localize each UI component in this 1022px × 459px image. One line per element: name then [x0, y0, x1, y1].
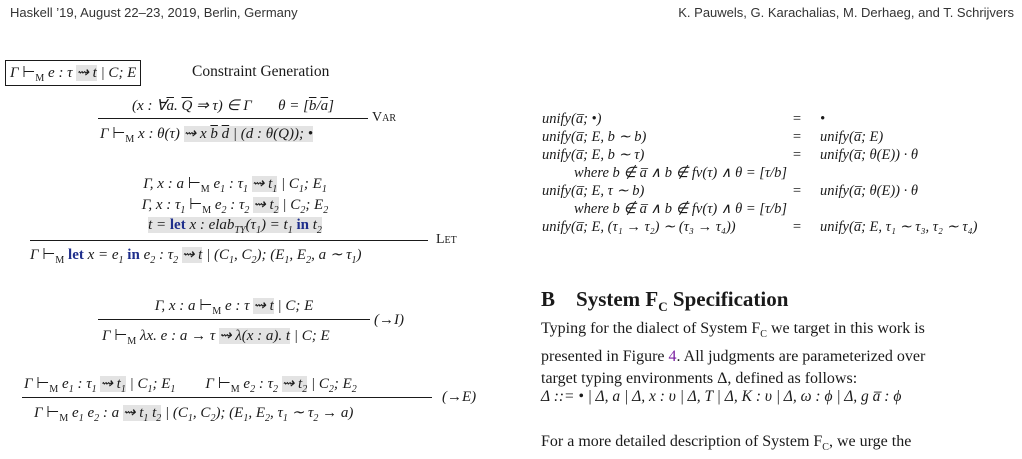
- unify-where: where b ∉ a̅ ∧ b ∉ fv(τ) ∧ θ = [τ/b]: [574, 200, 787, 217]
- paragraph-line: presented in Figure 4. All judgments are parameterized over: [541, 348, 926, 366]
- let-rule-premise-1: Γ, x : a $⊢_M$ $e_1$ : $\tau_1$ ⇝ $t_1$ | $C_1$; $E_1$: [143, 176, 327, 195]
- unify-lhs: unify(a̅; •): [542, 110, 602, 127]
- unify-row: [542, 128, 977, 146]
- let-rule-premise-3: t = let x : $elab_{TY}(\tau_1) = t_1$ in $t_2$: [148, 217, 322, 236]
- unify-lhs: unify(a̅; E, (τ₁ → τ₂) ∼ (τ₃ → τ₄)): [542, 218, 736, 235]
- section-label-constraint-generation: Constraint Generation: [192, 63, 330, 80]
- running-header-right: K. Pauwels, G. Karachalias, M. Derhaeg, and T. Schrijvers: [678, 5, 1014, 20]
- figure-link[interactable]: 4: [668, 348, 677, 366]
- paragraph-line: Typing for the dialect of System $F_C$ we target in this work is: [541, 320, 925, 341]
- unify-lhs: unify(a̅; E, b ∼ τ): [542, 146, 645, 163]
- unify-row: [542, 110, 977, 128]
- unify-rhs: •: [820, 110, 826, 127]
- unify-eq: =: [792, 110, 802, 127]
- section-b-paragraph: [541, 318, 1017, 390]
- unify-rhs: unify(a̅; θ(E)) · θ: [820, 182, 918, 199]
- section-title: System F: [576, 287, 659, 311]
- unify-row: [542, 182, 977, 200]
- abs-rule-premise: Γ, x : a $⊢_M$ e : τ ⇝ t | C; E: [154, 298, 314, 317]
- unify-eq: =: [792, 146, 802, 163]
- section-title-sub: C: [658, 299, 668, 315]
- app-rule-premise: Γ $⊢_M$ $e_1$ : $\tau_1$ ⇝ $t_1$ | $C_1$; $E_1$ Γ $⊢_M$ $e_2$ : $\tau_2$ ⇝ $t_2$ | $C_2$; $E_2$: [24, 376, 357, 395]
- unify-lhs: unify(a̅; E, τ ∼ b): [542, 182, 645, 199]
- running-header-left: Haskell ’19, August 22–23, 2019, Berlin, Germany: [10, 5, 298, 20]
- app-rule-line: [22, 397, 432, 398]
- section-number: B: [541, 287, 556, 311]
- let-rule-line: [30, 240, 428, 241]
- unify-eq: =: [792, 182, 802, 199]
- section-heading: [541, 287, 788, 315]
- abs-rule-line: [98, 319, 370, 320]
- var-rule-line: [98, 118, 368, 119]
- unify-row: [542, 218, 977, 236]
- let-rule-premise-2: Γ, x : $\tau_1$ $⊢_M$ $e_2$ : $\tau_2$ ⇝ $t_2$ | $C_2$; $E_2$: [141, 197, 329, 216]
- judgement-form-box: Γ $⊢_M$ e : τ ⇝ t | C; E: [5, 60, 141, 86]
- var-rule-premise: (x : $\forall\overline{a}$. $\overline{Q}$ ⇒ τ) ∈ Γ $\theta = [\overline{b}/\overline{a}]$: [132, 98, 334, 114]
- var-rule-name: Var: [372, 110, 397, 125]
- abs-rule-conclusion: Γ $⊢_M$ λx. e : a → τ ⇝ λ(x : a). t | C; E: [102, 328, 330, 347]
- var-rule-conclusion: Γ $⊢_M$ x : θ(τ) ⇝ x $\overline{b}$ $\overline{d}$ | (d : θ(Q)); •: [100, 126, 313, 145]
- let-rule-conclusion: Γ $⊢_M$ let $x = e_1$ in $e_2$ : $\tau_2$ ⇝ t | ($C_1$, $C_2$); ($E_1$, $E_2$, a ∼ $\tau_1$): [30, 247, 362, 266]
- unify-definition: [542, 110, 977, 236]
- environment-grammar: Δ ::= • | Δ, a | Δ, x : υ | Δ, T | Δ, K : υ | Δ, ω : ϕ | Δ, g a̅ : ϕ: [541, 388, 902, 405]
- unify-where-row: [542, 200, 977, 218]
- let-rule-name: Let: [436, 232, 457, 247]
- unify-rhs: unify(a̅; E, τ₁ ∼ τ₃, τ₂ ∼ τ₄): [820, 218, 978, 235]
- unify-where-row: [542, 164, 977, 182]
- unify-eq: =: [792, 218, 802, 235]
- app-rule-conclusion: Γ $⊢_M$ $e_1$ $e_2$ : a ⇝ $t_1$ $t_2$ | ($C_1$, $C_2$); ($E_1$, $E_2$, $\tau_1$ ∼ $\tau_2 \to a$): [34, 405, 354, 424]
- unify-rhs: unify(a̅; θ(E)) · θ: [820, 146, 918, 163]
- unify-rhs: unify(a̅; E): [820, 128, 884, 145]
- unify-lhs: unify(a̅; E, b ∼ b): [542, 128, 647, 145]
- unify-where: where b ∉ a̅ ∧ b ∉ fv(τ) ∧ θ = [τ/b]: [574, 164, 787, 181]
- section-b-paragraph-2: For a more detailed description of System $F_C$, we urge the: [541, 433, 912, 454]
- abs-rule-name: (→I): [374, 312, 404, 328]
- app-rule-name: (→E): [442, 389, 477, 405]
- unify-eq: =: [792, 128, 802, 145]
- unify-row: [542, 146, 977, 164]
- paragraph-line: target typing environments Δ, defined as follows:: [541, 370, 858, 388]
- section-title-tail: Specification: [672, 287, 789, 311]
